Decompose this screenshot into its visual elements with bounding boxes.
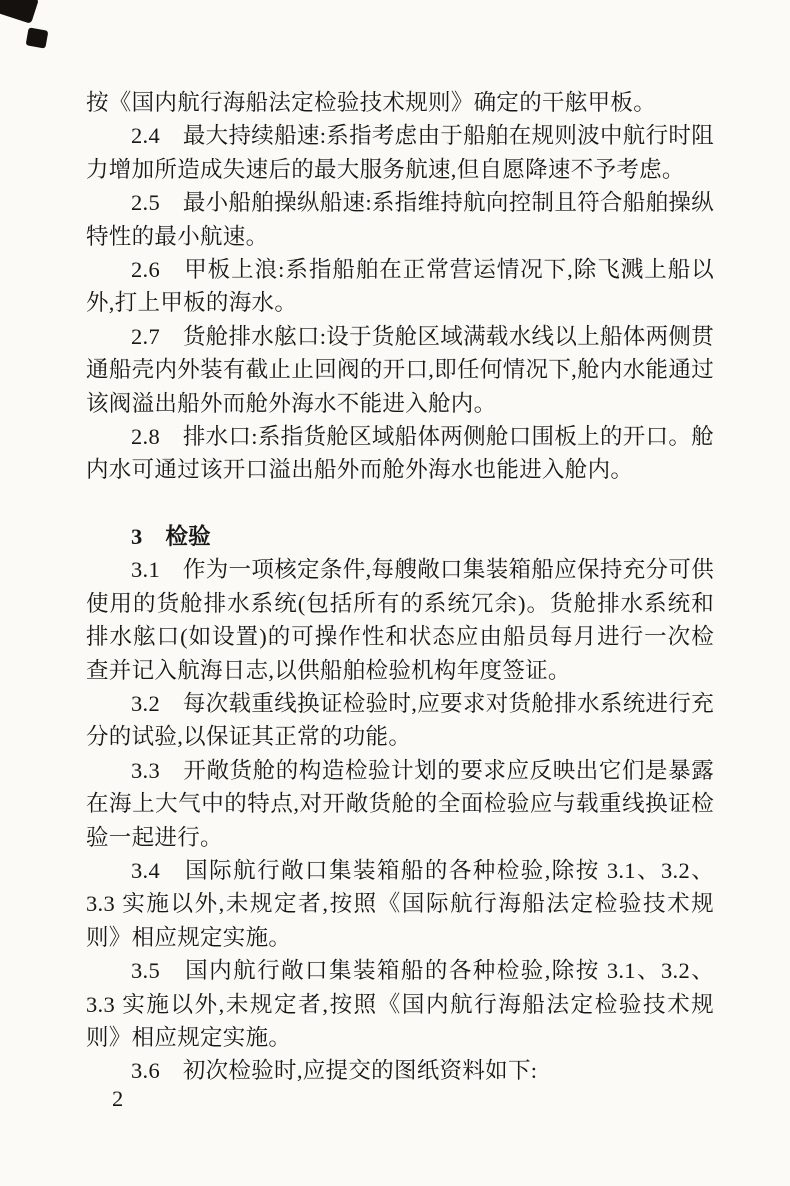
paragraph-2-8: 2.8 排水口:系指货舱区域船体两侧舱口围板上的开口。舱内水可通过该开口溢出船外而舱外海水也能进入舱内。 <box>86 424 714 483</box>
paragraph-2-7: 2.7 货舱排水舷口:设于货舱区域满载水线以上船体两侧贯通船壳内外装有截止止回阀的开口,即任何情况下,舱内水能通过该阀溢出船外而舱外海水不能进入舱内。 <box>86 323 714 416</box>
paragraph-2-6: 2.6 甲板上浪:系指船舶在正常营运情况下,除飞溅上船以外,打上甲板的海水。 <box>86 257 714 316</box>
paragraph-2-5: 2.5 最小船舶操纵船速:系指维持航向控制且符合船舶操纵特性的最小航速。 <box>86 190 714 249</box>
paragraph-3-6: 3.6 初次检验时,应提交的图纸资料如下: <box>131 1058 538 1084</box>
paragraph-3-2: 3.2 每次载重线换证检验时,应要求对货舱排水系统进行充分的试验,以保证其正常的功能。 <box>86 690 714 750</box>
paragraph-2-4: 2.4 最大持续船速:系指考虑由于船舶在规则波中航行时阻力增加所造成失速后的最大服务航速,但自愿降速不予考虑。 <box>86 123 714 182</box>
paragraph-3-1: 3.1 作为一项核定条件,每艘敞口集装箱船应保持充分可供使用的货舱排水系统(包括所有的系统冗余)。货舱排水系统和排水舷口(如设置)的可操作性和状态应由船员每月进行一次检查并记入航海日志,以供船舶检验机构年度签证。 <box>86 557 714 683</box>
paragraph-3-3: 3.3 开敞货舱的构造检验计划的要求应反映出它们是暴露在海上大气中的特点,对开敞货舱的全面检验应与载重线换证检验一起进行。 <box>86 757 714 850</box>
section-heading-3: 3 检验 <box>131 523 211 549</box>
paragraph-continuation: 按《国内航行海船法定检验技术规则》确定的干舷甲板。 <box>86 90 657 115</box>
paragraph-3-5: 3.5 国内航行敞口集装箱船的各种检验,除按 3.1、3.2、3.3 实施以外,未规定者,按照《国内航行海船法定检验技术规则》相应规定实施。 <box>86 958 714 1050</box>
text-content <box>86 86 714 1088</box>
paragraph-3-4: 3.4 国际航行敞口集装箱船的各种检验,除按 3.1、3.2、3.3 实施以外,未规定者,按照《国际航行海船法定检验技术规则》相应规定实施。 <box>86 857 714 950</box>
scan-artifact-small <box>26 27 49 48</box>
scan-artifact-top-left <box>0 0 39 24</box>
page-number: 2 <box>112 1086 124 1111</box>
